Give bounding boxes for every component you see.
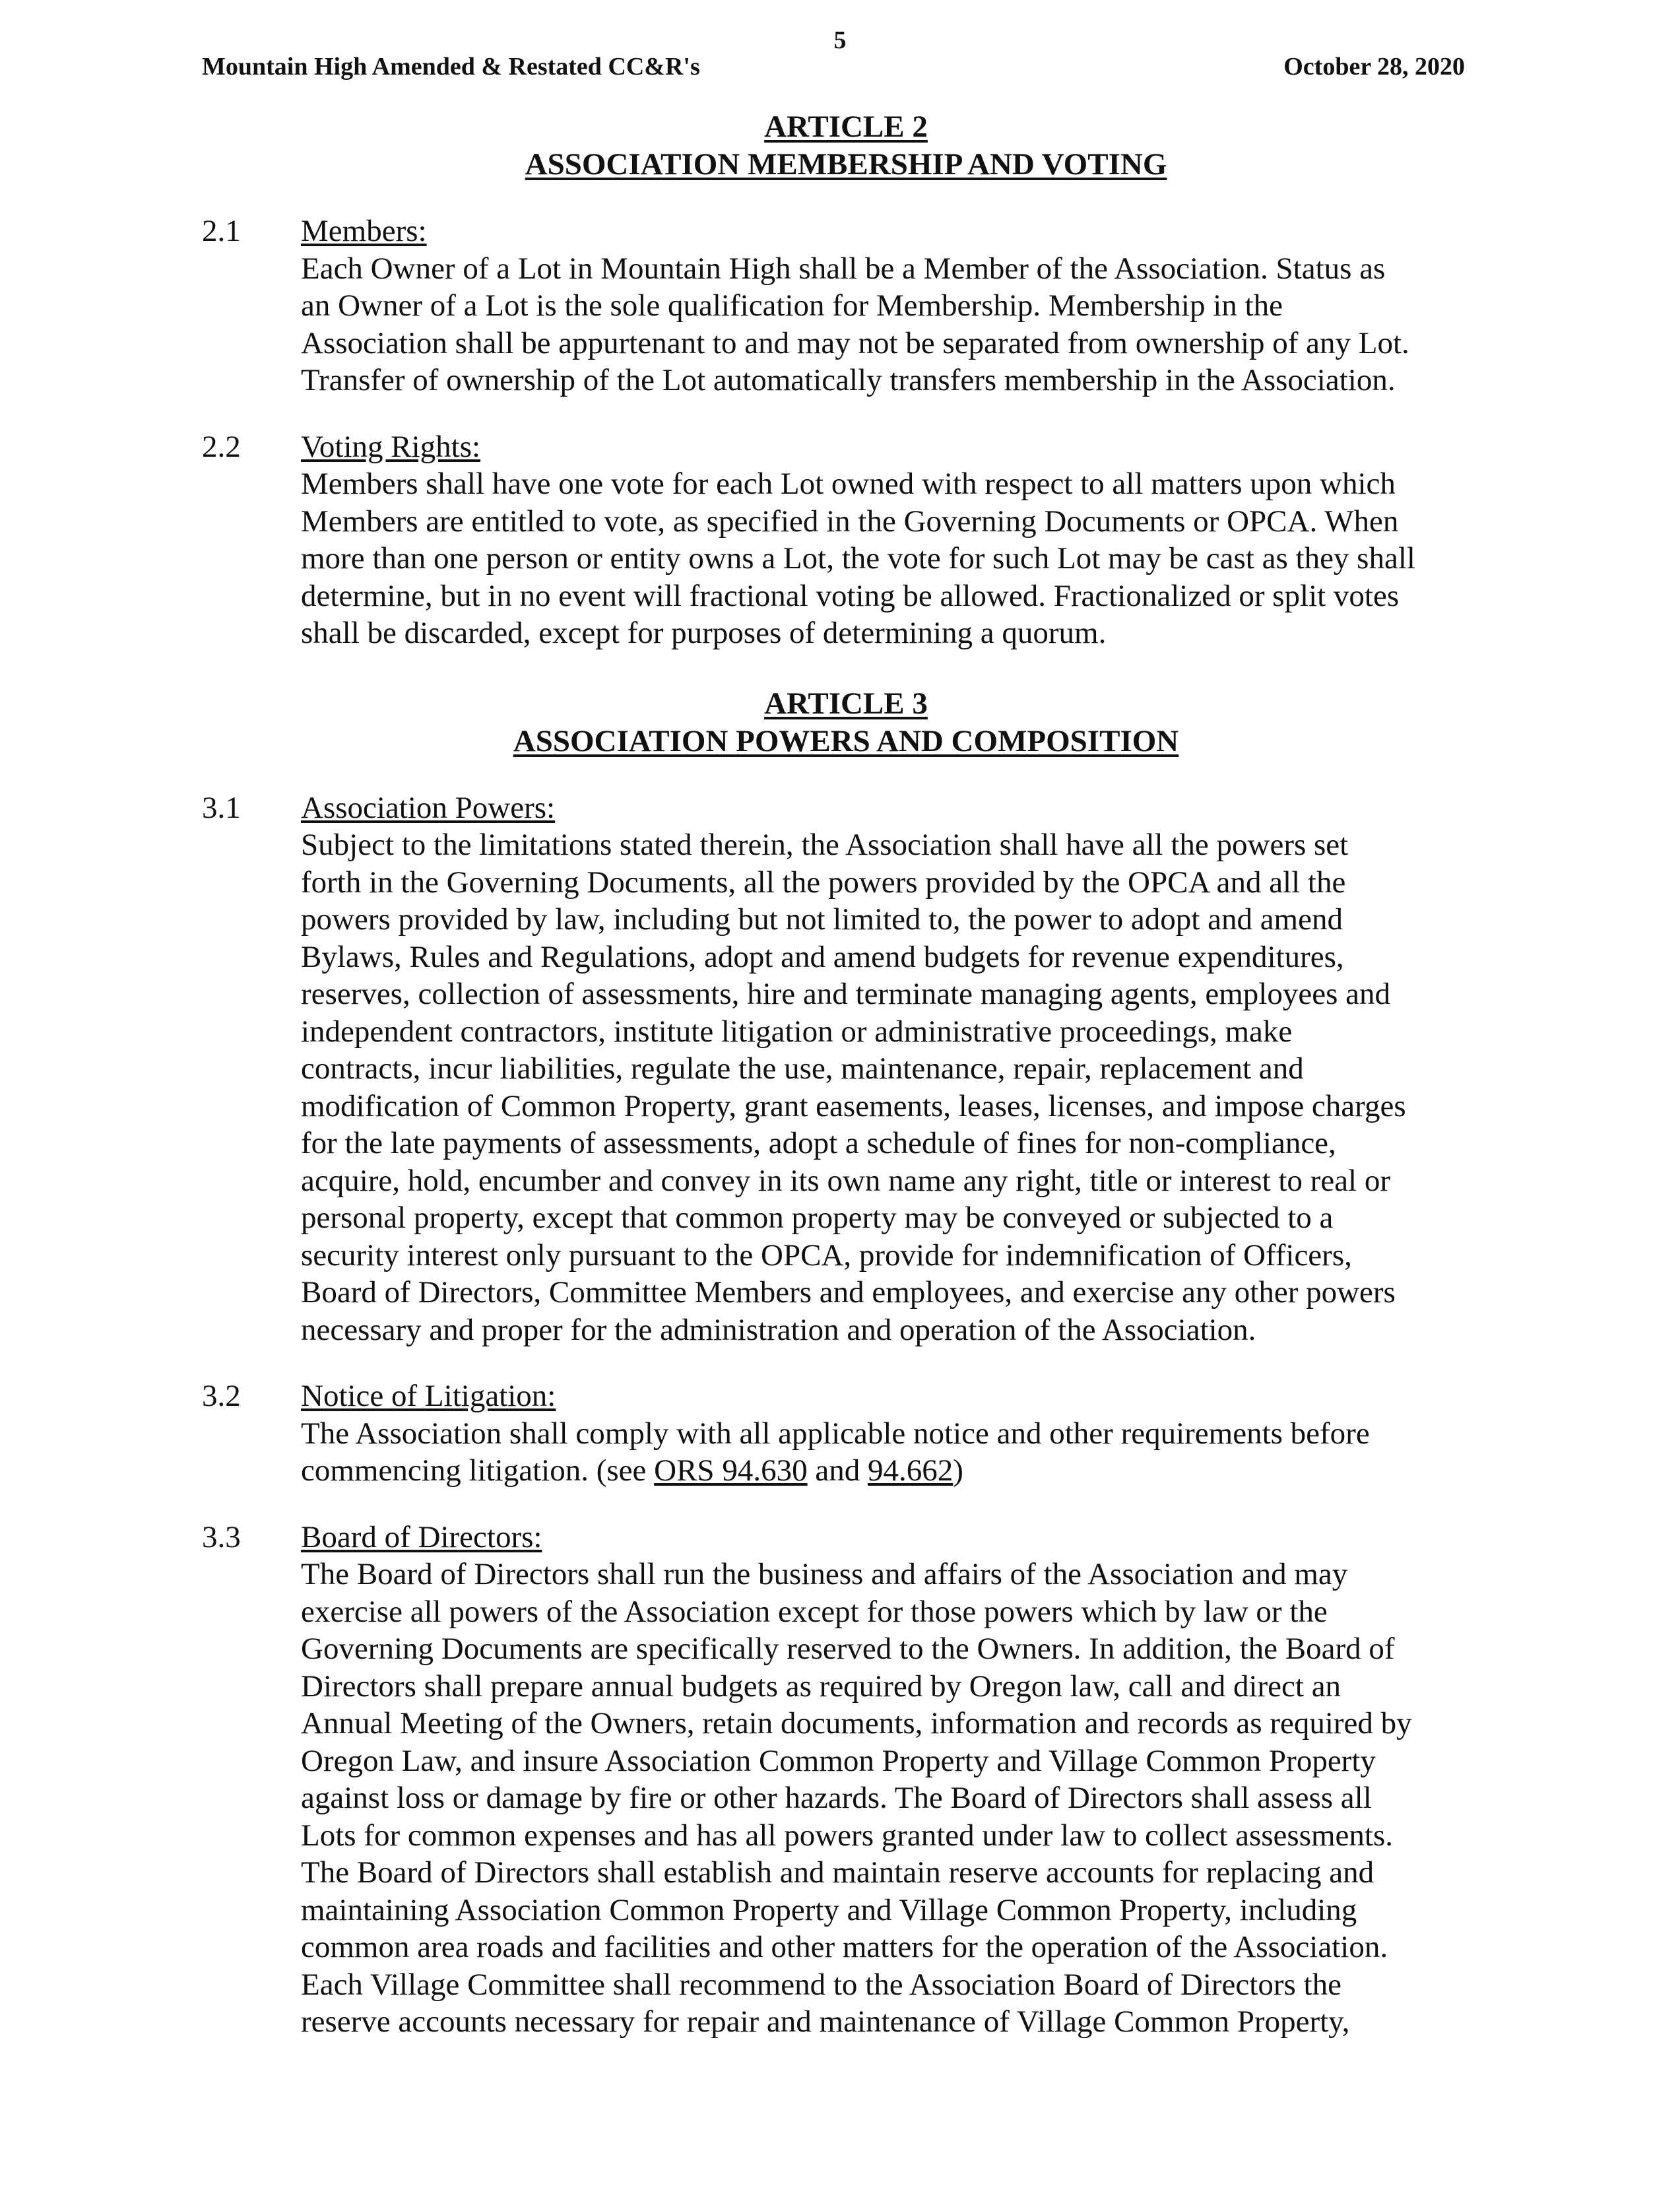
section-body [301,789,1474,1349]
paragraph-line: determine, but in no event will fractional voting be allowed. Fractionalized or split votes [301,578,1400,613]
article-3-heading [218,685,1474,760]
paragraph-line: Oregon Law, and insure Association Common Property and Village Common Property [301,1743,1376,1778]
running-header [202,50,1465,83]
header-document-title: Mountain High Amended & Restated CC&R's [202,53,700,81]
article-3-number: ARTICLE 3 [764,686,928,721]
article-3-title: ASSOCIATION POWERS AND COMPOSITION [513,723,1179,758]
paragraph-line: reserves, collection of assessments, hire and terminate managing agents, employees and [301,977,1390,1011]
text-run: commencing litigation. (see [301,1453,655,1488]
paragraph-line: Members are entitled to vote, as specified in the Governing Documents or OPCA. When [301,504,1399,539]
section-number: 3.2 [202,1379,241,1413]
ors-94-630-reference: ORS 94.630 [654,1453,808,1488]
section-3-1 [202,789,1474,1349]
paragraph-line: contracts, incur liabilities, regulate the use, maintenance, repair, replacement and [301,1051,1304,1086]
section-2-1 [202,213,1474,399]
paragraph-line: independent contractors, institute litigation or administrative proceedings, make [301,1014,1293,1049]
section-title: Association Powers: [301,790,556,825]
section-number: 3.1 [202,790,241,825]
section-title: Board of Directors: [301,1519,542,1554]
paragraph-line: powers provided by law, including but not limited to, the power to adopt and amend [301,902,1343,937]
article-2-title: ASSOCIATION MEMBERSHIP AND VOTING [525,147,1167,182]
paragraph-line: necessary and proper for the administration and operation of the Association. [301,1312,1256,1347]
section-body [301,1377,1474,1490]
paragraph-line: more than one person or entity owns a Lot, the vote for such Lot may be cast as they shall [301,541,1415,576]
paragraph-line: common area roads and facilities and other matters for the operation of the Association. [301,1930,1388,1964]
paragraph-line: shall be discarded, except for purposes of determining a quorum. [301,616,1107,650]
section-body [301,428,1474,652]
paragraph-line: personal property, except that common property may be conveyed or subjected to a [301,1201,1334,1235]
section-3-3 [202,1519,1474,2041]
paragraph-line: Transfer of ownership of the Lot automatically transfers membership in the Association. [301,363,1396,397]
paragraph-line: Directors shall prepare annual budgets as required by Oregon law, call and direct an [301,1669,1341,1704]
paragraph-line: Governing Documents are specifically reserved to the Owners. In addition, the Board of [301,1632,1395,1666]
paragraph-line: acquire, hold, encumber and convey in its own name any right, title or interest to real or [301,1163,1391,1198]
section-title: Notice of Litigation: [301,1379,556,1413]
paragraph-line: Association shall be appurtenant to and may not be separated from ownership of any Lot. [301,325,1409,360]
paragraph-line: The Board of Directors shall establish and maintain reserve accounts for replacing and [301,1855,1374,1890]
section-number: 2.1 [202,214,241,248]
paragraph-line: Each Village Committee shall recommend to the Association Board of Directors the [301,1967,1341,2002]
paragraph-line: The Board of Directors shall run the business and affairs of the Association and may [301,1557,1348,1591]
section-body [301,1519,1474,2041]
text-run: ) [953,1453,963,1488]
header-date: October 28, 2020 [1283,53,1465,81]
page-number: 5 [833,26,847,54]
section-title: Members: [301,214,427,248]
paragraph-line: The Association shall comply with all applicable notice and other requirements before [301,1416,1370,1451]
paragraph-line: reserve accounts necessary for repair and maintenance of Village Common Property, [301,2004,1350,2039]
paragraph-line: Members shall have one vote for each Lot owned with respect to all matters upon which [301,467,1396,501]
paragraph-line: an Owner of a Lot is the sole qualification for Membership. Membership in the [301,288,1283,323]
document-body [202,108,1474,2041]
paragraph-line: Bylaws, Rules and Regulations, adopt and amend budgets for revenue expenditures, [301,939,1344,974]
section-title: Voting Rights: [301,429,481,464]
paragraph-line: Subject to the limitations stated therein, the Association shall have all the powers set [301,828,1349,862]
text-run: and [807,1453,868,1488]
ors-94-662-reference: 94.662 [867,1453,953,1488]
section-number: 2.2 [202,429,241,464]
paragraph-line: Lots for common expenses and has all powers granted under law to collect assessments. [301,1818,1394,1853]
paragraph-line [301,1452,1474,1490]
article-2-heading [218,108,1474,183]
section-number: 3.3 [202,1519,241,1554]
paragraph-line: Annual Meeting of the Owners, retain documents, information and records as required by [301,1706,1412,1740]
paragraph-line: modification of Common Property, grant easements, leases, licenses, and impose charges [301,1088,1406,1123]
section-3-2 [202,1377,1474,1490]
paragraph-line: maintaining Association Common Property and Village Common Property, including [301,1892,1357,1927]
section-body [301,213,1474,399]
paragraph-line: against loss or damage by fire or other hazards. The Board of Directors shall assess all [301,1781,1372,1815]
paragraph-line: security interest only pursuant to the OPCA, provide for indemnification of Officers, [301,1238,1352,1273]
paragraph-line: for the late payments of assessments, adopt a schedule of fines for non-compliance, [301,1126,1336,1160]
section-2-2 [202,428,1474,652]
paragraph-line: exercise all powers of the Association except for those powers which by law or the [301,1594,1328,1629]
article-2-number: ARTICLE 2 [764,110,928,144]
paragraph-line: forth in the Governing Documents, all the powers provided by the OPCA and all the [301,865,1346,900]
paragraph-line: Board of Directors, Committee Members and employees, and exercise any other powers [301,1275,1396,1309]
paragraph-line: Each Owner of a Lot in Mountain High shall be a Member of the Association. Status as [301,251,1386,286]
